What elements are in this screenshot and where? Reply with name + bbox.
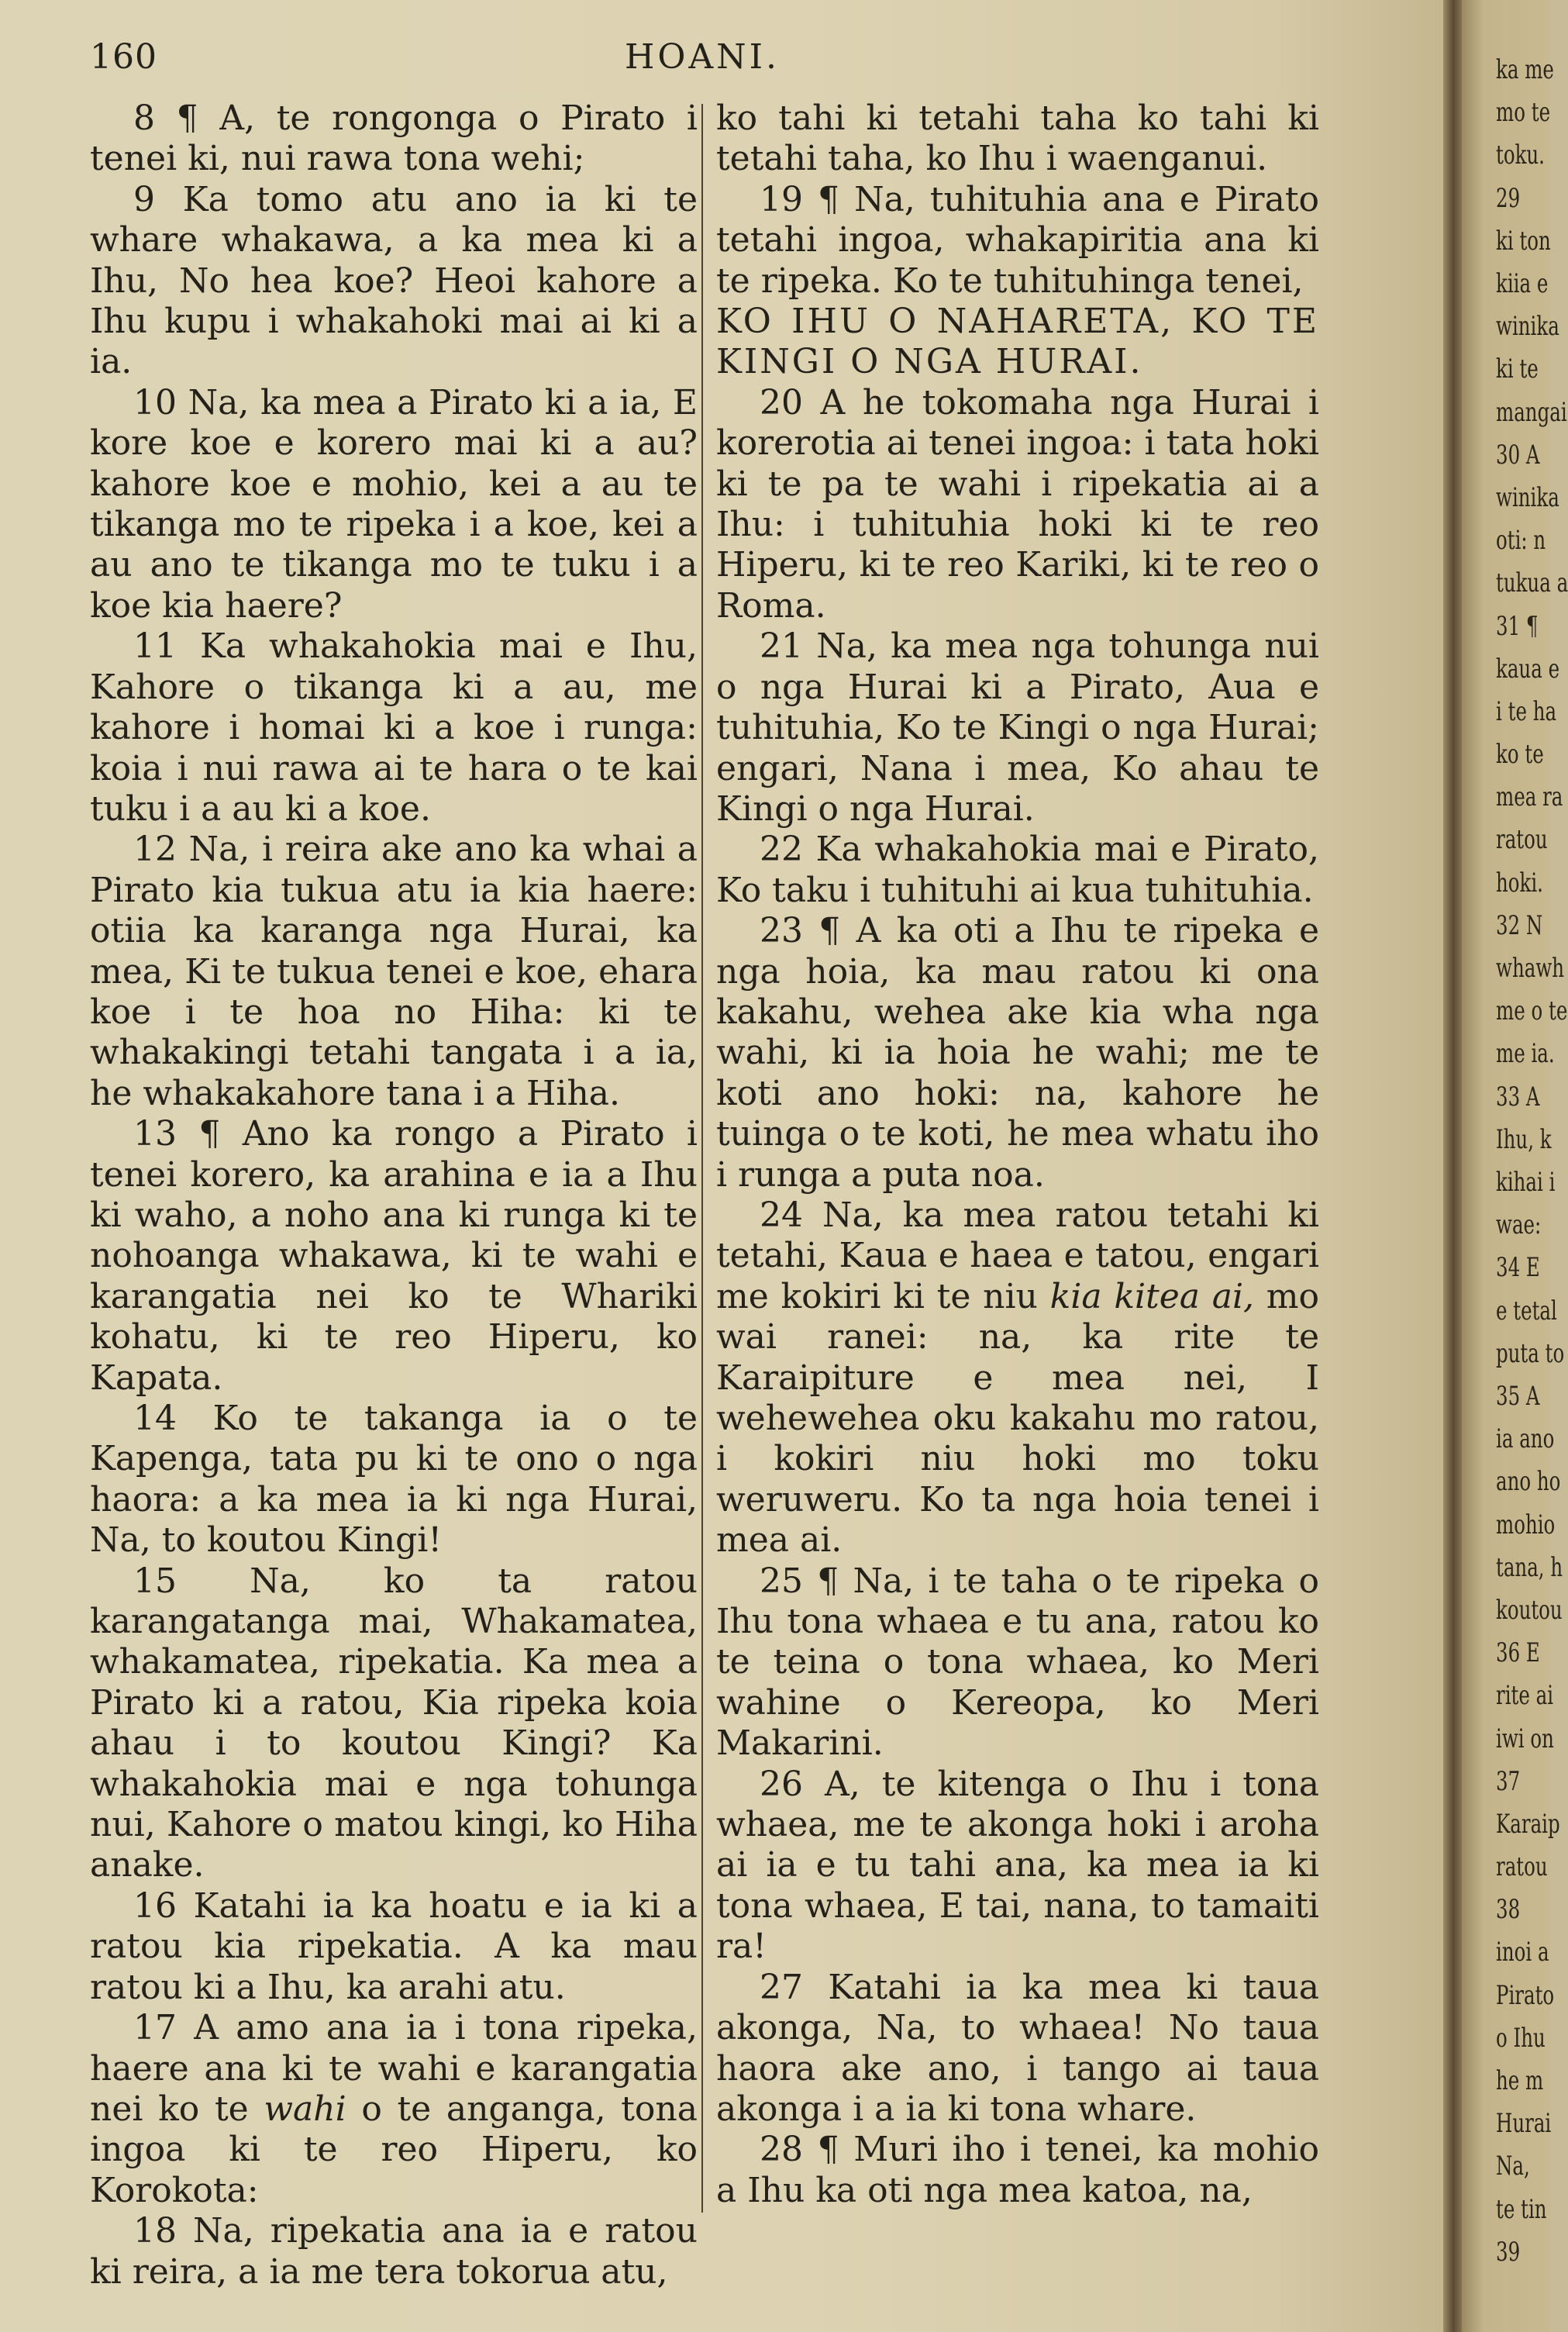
next-page-fragment: rite ai [1496, 1680, 1554, 1712]
next-page-fragment: 37 [1496, 1765, 1521, 1797]
next-page-fragment: wae: [1496, 1209, 1542, 1241]
next-page-fragment: ko te [1496, 739, 1544, 771]
next-page-fragment: he m [1496, 2065, 1544, 2097]
verse-17-a: 17 A amo ana ia i tona ripeka, haere ana ki te wahi e karangatia nei ko te [90, 2008, 698, 2129]
next-page-fragment: kiia e [1496, 267, 1549, 299]
next-page-fragment: ratou [1496, 824, 1548, 856]
page-number: 160 [90, 37, 157, 77]
verse-24 [716, 1195, 1319, 1561]
next-page-fragment: 33 A [1496, 1081, 1540, 1113]
next-page-fragment: iwi on [1496, 1723, 1554, 1754]
verse-17 [90, 2008, 698, 2211]
next-page-fragment: mea ra [1496, 781, 1563, 813]
verse-28: 28 ¶ Muri iho i tenei, ka mohio a Ihu ka oti nga mea katoa, na, [716, 2130, 1319, 2210]
book-gutter [1443, 0, 1463, 2332]
verse-18: 18 Na, ripekatia ana ia e ratou ki reira, a ia me tera tokorua atu, [90, 2211, 698, 2292]
verse-18-continued: ko tahi ki tetahi taha ko tahi ki tetahi taha, ko Ihu i waenganui. [716, 98, 1319, 179]
next-page-fragment: mangai [1496, 396, 1567, 428]
next-page-fragment: toku. [1496, 140, 1545, 171]
verse-17-italic: wahi [264, 2089, 346, 2129]
next-page-fragment: 31 ¶ [1496, 610, 1539, 642]
next-page-fragment: o Ihu [1496, 2022, 1546, 2054]
verse-23: 23 ¶ A ka oti a Ihu te ripeka e nga hoia, ka mau ratou ki ona kakahu, wehea ake kia wha nga wahi, ki ia hoia he wahi; me te koti ano hoki: na, kahore he tuinga o te koti, he mea whatu iho i runga a puta noa. [716, 911, 1319, 1195]
next-page-fragment: koutou [1496, 1594, 1563, 1626]
next-page-fragment: 36 E [1496, 1637, 1540, 1669]
next-page-fragment: winika [1496, 311, 1559, 343]
verse-11: 11 Ka whakahokia mai e Ihu, Kahore o tikanga ki a au, me kahore i homai ki a koe i runga: koia i nui rawa ai te hara o te kai tuku i a au ki a koe. [90, 626, 698, 829]
next-page-fragment: kihai i [1496, 1167, 1556, 1198]
next-page-fragment: i te ha [1496, 695, 1557, 727]
verse-14: 14 Ko te takanga ia o te Kapenga, tata pu ki te ono o nga haora: a ka mea ia ki nga Hurai, Na, to koutou Kingi! [90, 1399, 698, 1561]
next-page-fragment: winika [1496, 481, 1559, 513]
column-divider [701, 104, 703, 2213]
next-page-fragment: 29 [1496, 182, 1521, 214]
next-page-fragment: ki ton [1496, 225, 1551, 257]
next-page-fragment: oti: n [1496, 525, 1546, 557]
verse-13: 13 ¶ Ano ka rongo a Pirato i tenei korero, ka arahina e ia a Ihu ki waho, a noho ana ki runga ki te nohoanga whakawa, ki te wahi e karangatia nei ko te Whariki kohatu, ki te reo Hiperu, ko Kapata. [90, 1114, 698, 1398]
next-page-fragment: tana, h [1496, 1551, 1563, 1583]
next-page-fragment: 34 E [1496, 1252, 1540, 1284]
verse-26: 26 A, te kitenga o Ihu i tona whaea, me te akonga hoki i aroha ai ia e tu tahi ana, ka mea ia ki tona whaea, E tai, nana, to tamaiti ra! [716, 1764, 1319, 1967]
next-page-fragment: me o te [1496, 995, 1568, 1027]
next-page-fragment: ia ano [1496, 1423, 1555, 1455]
verse-20: 20 A he tokomaha nga Hurai i korerotia ai tenei ingoa: i tata hoki ki te pa te wahi i ripekatia ai a Ihu: i tuhituhia hoki ki te reo Hiperu, ki te reo Kariki, ki te reo o Roma. [716, 382, 1319, 626]
verse-24-a: 24 Na, ka mea ratou tetahi ki tetahi, Kaua e haea e tatou, engari me kokiri ki te niu [716, 1195, 1319, 1316]
next-page-fragment: me ia. [1496, 1038, 1555, 1070]
next-page-fragment: 35 A [1496, 1380, 1540, 1412]
next-page-fragment: tukua a [1496, 567, 1568, 599]
verse-8: 8 ¶ A, te rongonga o Pirato i tenei ki, nui rawa tona wehi; [90, 98, 698, 179]
next-page-fragment: 32 N [1496, 909, 1543, 941]
next-page-fragment: 38 [1496, 1894, 1521, 1926]
next-page-fragment: Pirato [1496, 1979, 1555, 2011]
page-header [90, 37, 1315, 84]
verse-15: 15 Na, ko ta ratou karangatanga mai, Whakamatea, whakamatea, ripekatia. Ka mea a Pirato ki a ratou, Kia ripeka koia ahau i to koutou Kingi? Ka whakahokia mai e nga tohunga nui, Kahore o matou kingi, ko Hiha anake. [90, 1561, 698, 1885]
verse-22: 22 Ka whakahokia mai e Pirato, Ko taku i tuhituhi ai kua tuhituhia. [716, 830, 1319, 910]
verse-24-italic: kia kitea ai, [1049, 1276, 1255, 1316]
verse-10: 10 Na, ka mea a Pirato ki a ia, E kore koe e korero mai ki a au? kahore koe e mohio, kei a au te tikanga mo te ripeka i a koe, kei a au ano te tikanga mo te tuku i a koe kia haere? [90, 382, 698, 626]
next-page-fragment: Ihu, k [1496, 1123, 1552, 1155]
verse-12: 12 Na, i reira ake ano ka whai a Pirato kia tukua atu ia kia haere: otiia ka karanga nga Hurai, ka mea, Ki te tukua tenei e koe, ehara koe i te hoa no Hiha: ki te whakakingi tetahi tangata i a ia, he whakakahore tana i a Hiha. [90, 830, 698, 1113]
next-page-fragment: whawh [1496, 953, 1565, 985]
right-column [716, 98, 1319, 2211]
left-column [90, 98, 698, 2292]
verse-27: 27 Katahi ia ka mea ki taua akonga, Na, to whaea! No taua haora ake ano, i tango ai taua akonga i a ia ki tona whare. [716, 1967, 1319, 2129]
verse-25: 25 ¶ Na, i te taha o te ripeka o Ihu tona whaea e tu ana, ratou ko te teina o tona whaea, ko Meri wahine o Kereopa, ko Meri Makarini. [716, 1561, 1319, 1764]
verse-17-b: o te anganga, tona ingoa ki te reo Hiperu, ko Korokota: [90, 2089, 698, 2210]
next-page-fragment: ki te [1496, 354, 1539, 385]
verse-24-b: mo wai ranei: na, ka rite te Karaipiture e mea nei, I wehewehea oku kakahu mo ratou, i kokiri niu hoki mo toku weruweru. Ko ta nga hoia tenei i mea ai. [716, 1276, 1319, 1561]
running-title: HOANI. [624, 37, 781, 77]
next-page-fragment: te tin [1496, 2193, 1547, 2225]
next-page-edge [1462, 0, 1568, 2332]
next-page-fragment: mohio [1496, 1509, 1556, 1540]
next-page-fragment: hoki. [1496, 867, 1543, 899]
next-page-fragment: e tetal [1496, 1295, 1557, 1326]
next-page-fragment: Karaip [1496, 1808, 1560, 1840]
next-page-fragment: puta to [1496, 1337, 1565, 1369]
next-page-fragment: ratou [1496, 1851, 1548, 1883]
cross-inscription: KO IHU O NAHARETA, KO TE KINGI O NGA HURAI. [716, 302, 1319, 382]
next-page-fragment: Na, [1496, 2151, 1530, 2182]
next-page-fragment: kaua e [1496, 653, 1560, 685]
next-page-fragment: mo te [1496, 97, 1551, 129]
verse-21: 21 Na, ka mea nga tohunga nui o nga Hurai ki a Pirato, Aua e tuhituhia, Ko te Kingi o nga Hurai; engari, Nana i mea, Ko ahau te Kingi o nga Hurai. [716, 626, 1319, 829]
verse-16: 16 Katahi ia ka hoatu e ia ki a ratou kia ripekatia. A ka mau ratou ki a Ihu, ka arahi atu. [90, 1885, 698, 2007]
next-page-fragment: 30 A [1496, 439, 1540, 471]
verse-19: 19 ¶ Na, tuhituhia ana e Pirato tetahi ingoa, whakapiritia ana ki te ripeka. Ko te tuhituhinga tenei, [716, 179, 1319, 301]
next-page-fragment: 39 [1496, 2236, 1521, 2268]
next-page-fragment: inoi a [1496, 1937, 1549, 1968]
verse-9: 9 Ka tomo atu ano ia ki te whare whakawa, a ka mea ki a Ihu, No hea koe? Heoi kahore a Ihu kupu i whakahoki mai ai ki a ia. [90, 179, 698, 382]
next-page-fragment: ka me [1496, 54, 1554, 85]
next-page-fragment: Hurai [1496, 2108, 1552, 2140]
next-page-fragment: ano ho [1496, 1466, 1561, 1498]
